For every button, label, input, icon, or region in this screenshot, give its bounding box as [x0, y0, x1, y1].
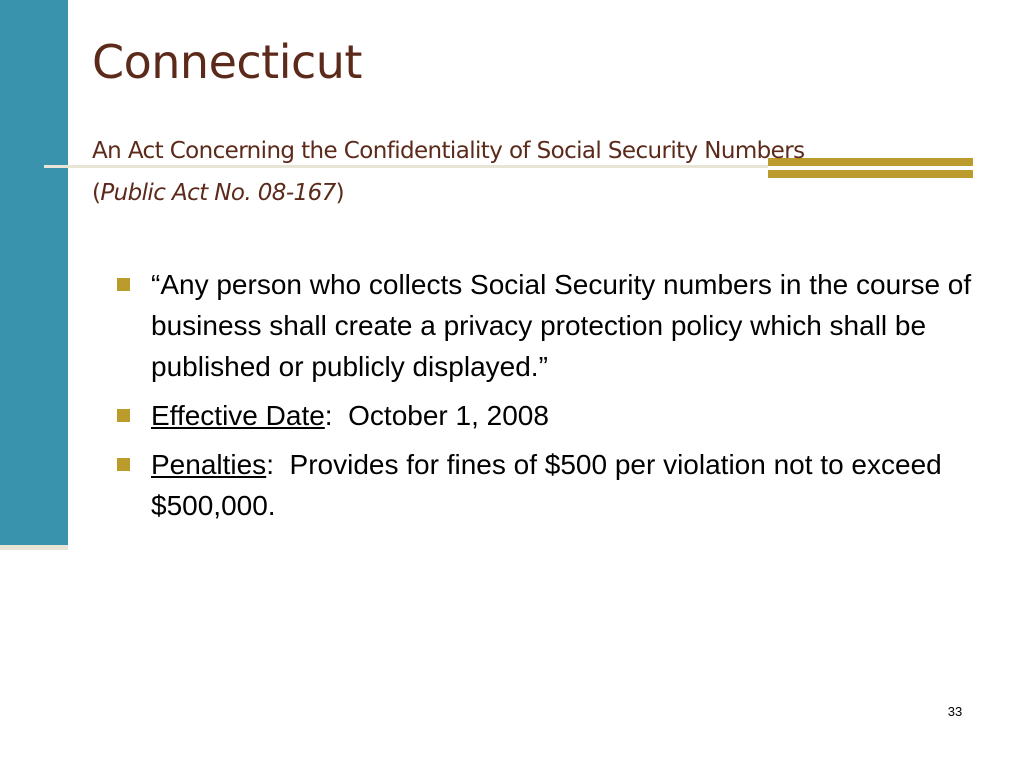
effective-date-value: October 1, 2008 [348, 400, 549, 431]
square-bullet-icon [117, 409, 130, 422]
slide-subtitle [92, 130, 992, 214]
bullet-item-effective-date [115, 395, 1015, 436]
sidebar-shadow [0, 545, 68, 550]
bullet-item-quote [115, 264, 1015, 387]
square-bullet-icon [117, 278, 130, 291]
bullet-quote-text: “Any person who collects Social Security numbers in the course of business shall create a privacy protection policy which shall be published or publicly displayed.” [151, 269, 972, 382]
subtitle-act-number: Public Act No. 08-167 [100, 180, 336, 206]
penalties-label: Penalties [151, 449, 267, 480]
subtitle-act-number-line [92, 172, 992, 214]
subtitle-close-paren: ) [335, 180, 345, 206]
square-bullet-icon [117, 458, 130, 471]
penalties-value: Provides for fines of $500 per violation not to exceed $500,000. [151, 449, 942, 521]
effective-date-label: Effective Date [151, 400, 325, 431]
subtitle-act-name: An Act Concerning the Confidentiality of Social Security Numbers [92, 138, 805, 164]
slide-title: Connecticut [92, 35, 362, 89]
effective-date-separator: : [324, 400, 349, 431]
page-number: 33 [947, 704, 963, 719]
bullet-item-penalties [115, 444, 1015, 526]
subtitle-open-paren: ( [92, 180, 101, 206]
bullet-list [115, 264, 1015, 534]
sidebar-decoration [0, 0, 68, 545]
penalties-separator: : [266, 449, 290, 480]
